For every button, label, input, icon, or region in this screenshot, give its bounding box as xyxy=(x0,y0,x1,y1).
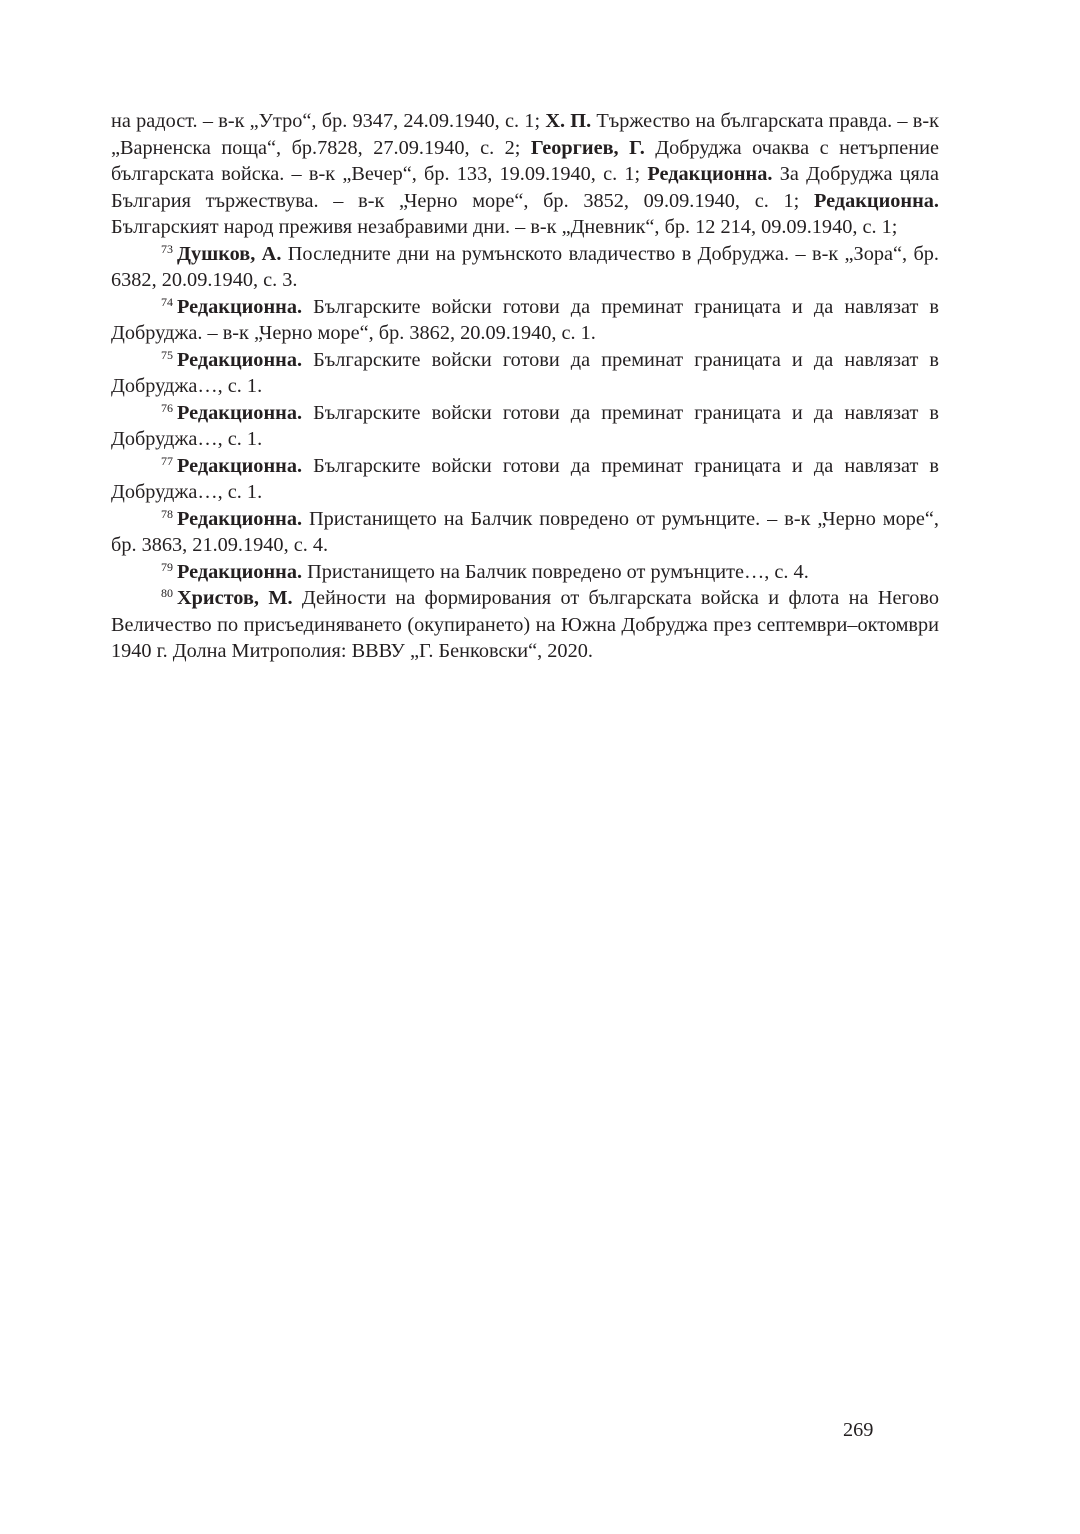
footnote-79 xyxy=(111,559,939,586)
footnote-author: Х. П. xyxy=(545,110,592,132)
footnote-text: на радост. – в-к „Утро“, бр. 9347, 24.09.1940, с. 1; xyxy=(111,110,546,132)
footnote-author: Редакционна. xyxy=(177,560,303,583)
footnote-75 xyxy=(111,347,939,400)
footnote-text: Тържество на българската правда. – в-к „Варненска поща“, бр.7828, 27.09.1940, с. 2; xyxy=(111,110,939,159)
footnote-number: 75 xyxy=(161,347,173,362)
footnote-text: Българският народ преживя незабравими дни. – в-к „Дневник“, бр. 12 214, 09.09.1940, с. 1; xyxy=(111,216,898,238)
footnote-text: Добруджа очаква с нетърпение българската войска. – в-к „Вечер“, бр. 133, 19.09.1940, с. 1; xyxy=(111,136,939,185)
footnotes-block xyxy=(111,108,939,665)
footnote-text: За Добруджа цяла България тържествува. – в-к „Черно море“, бр. 3852, 09.09.1940, с. 1; xyxy=(111,163,939,212)
footnote-73 xyxy=(111,241,939,294)
footnote-76 xyxy=(111,400,939,453)
footnote-77 xyxy=(111,453,939,506)
footnote-author: Редакционна. xyxy=(177,454,303,477)
footnote-text: Българските войски готови да преминат границата и да навлязат в Добруджа. – в-к „Черно море“, бр. 3862, 20.09.1940, с. 1. xyxy=(111,295,939,344)
footnote-author: Георгиев, Г. xyxy=(530,136,645,159)
footnote-number: 80 xyxy=(161,586,173,601)
footnote-number: 79 xyxy=(161,559,173,574)
footnote-author: Христов, М. xyxy=(177,587,293,609)
footnote-author: Редакционна. xyxy=(177,401,303,424)
footnote-number: 77 xyxy=(161,453,173,468)
footnote-author: Редакционна. xyxy=(177,295,303,318)
footnote-text: Последните дни на румънското владичество в Добруджа. – в-к „Зора“, бр. 6382, 20.09.1940, с. 3. xyxy=(111,242,939,291)
footnote-number: 78 xyxy=(161,506,173,521)
footnote-78 xyxy=(111,506,939,559)
footnote-text: Пристанището на Балчик повредено от румънците…, с. 4. xyxy=(302,560,809,583)
footnote-author: Редакционна. xyxy=(177,507,303,530)
page-number: 269 xyxy=(843,1419,874,1441)
footnote-author: Редакционна. xyxy=(813,189,939,212)
footnote-number: 73 xyxy=(161,241,173,256)
footnote-text: Българските войски готови да преминат границата и да навлязат в Добруджа…, с. 1. xyxy=(111,401,939,450)
footnote-text: Пристанището на Балчик повредено от румънците. – в-к „Черно море“, бр. 3863, 21.09.1940, с. 4. xyxy=(111,507,939,556)
footnote-number: 76 xyxy=(161,400,173,415)
footnote-text: Българските войски готови да преминат границата и да навлязат в Добруджа…, с. 1. xyxy=(111,348,939,397)
footnote-80 xyxy=(111,585,939,665)
footnote-author: Редакционна. xyxy=(177,348,303,371)
footnote-74 xyxy=(111,294,939,347)
footnote-continued xyxy=(111,108,939,241)
footnote-number: 74 xyxy=(161,294,173,309)
footnote-text: Българските войски готови да преминат границата и да навлязат в Добруджа…, с. 1. xyxy=(111,454,939,503)
footnote-text: Дейности на формирования от българската войска и флота на Негово Величество по присъединяването (окупирането) на Южна Добруджа през септември–октомври 1940 г. Долна Митрополия: ВВВУ „Г. Бенковски“, 2020. xyxy=(111,587,940,662)
footnote-author: Душков, А. xyxy=(177,242,282,265)
footnote-author: Редакционна. xyxy=(647,163,773,185)
